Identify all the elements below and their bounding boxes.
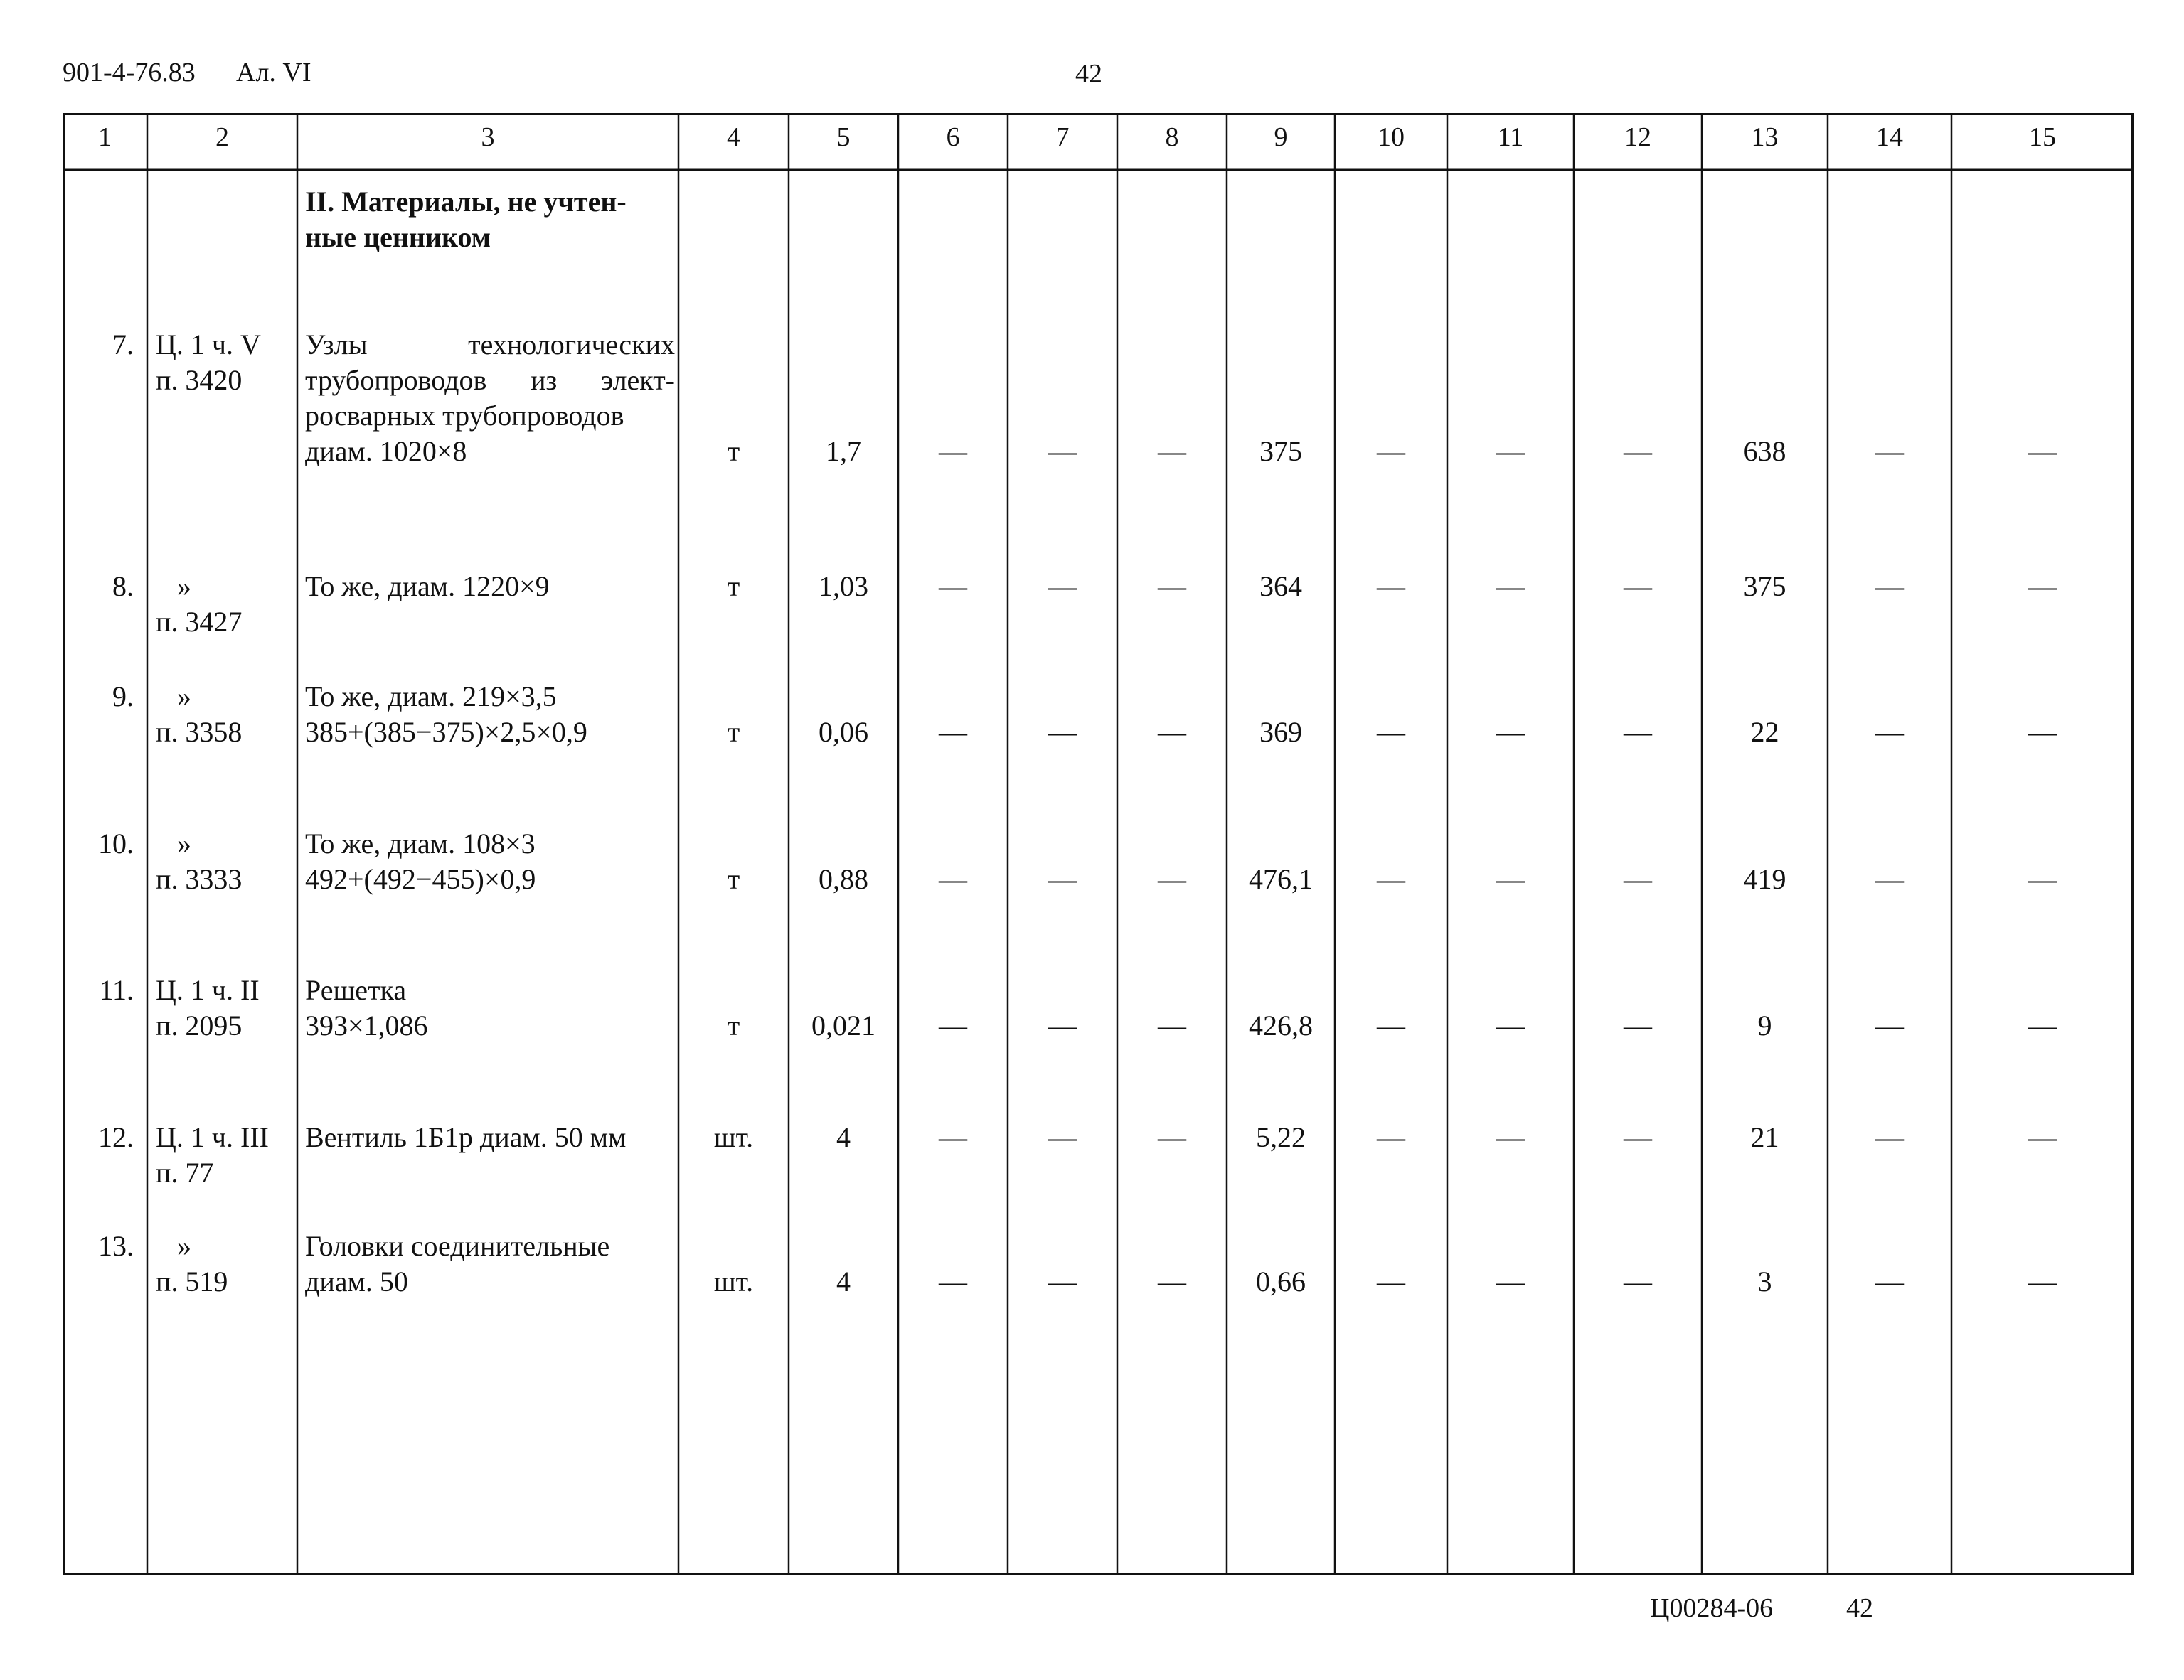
- col6-cell: —: [939, 863, 967, 895]
- item-description: трубопроводов из элект-: [305, 364, 675, 396]
- col8-cell: —: [1158, 716, 1186, 748]
- unit-price-cell: 364: [1259, 570, 1302, 602]
- col15-cell: —: [2028, 1266, 2057, 1298]
- price-reference: »: [177, 680, 191, 712]
- col6-cell: —: [939, 1010, 967, 1042]
- item-description: Вентиль 1Б1р диам. 50 мм: [305, 1121, 627, 1153]
- price-reference: »: [177, 828, 191, 860]
- unit-price-cell: 375: [1259, 435, 1302, 467]
- col14-cell: —: [1875, 1266, 1904, 1298]
- unit-cell: т: [727, 570, 740, 602]
- col6-cell: —: [939, 1121, 967, 1153]
- unit-cell: т: [727, 1010, 740, 1042]
- row-number: 11.: [99, 974, 134, 1006]
- row-number: 13.: [98, 1230, 134, 1262]
- col10-cell: —: [1377, 1010, 1405, 1042]
- total-cost-cell: 21: [1750, 1121, 1779, 1153]
- column-header: 2: [215, 122, 229, 152]
- col15-cell: —: [2028, 716, 2057, 748]
- total-cost-cell: 9: [1757, 1010, 1772, 1042]
- price-reference: п. 3358: [156, 716, 243, 748]
- price-reference: п. 3427: [156, 606, 243, 638]
- page-number-top: 42: [1075, 59, 1102, 89]
- quantity-cell: 4: [836, 1266, 851, 1298]
- column-header: 9: [1274, 122, 1288, 152]
- col7-cell: —: [1048, 1266, 1077, 1298]
- unit-price-cell: 5,22: [1256, 1121, 1306, 1153]
- price-reference: »: [177, 1230, 191, 1262]
- col14-cell: —: [1875, 716, 1904, 748]
- column-header: 13: [1751, 122, 1779, 152]
- price-reference: п. 3333: [156, 863, 243, 895]
- col7-cell: —: [1048, 570, 1077, 602]
- total-cost-cell: 22: [1750, 716, 1779, 748]
- item-description: Узлы технологических: [305, 328, 675, 360]
- col8-cell: —: [1158, 1121, 1186, 1153]
- unit-price-cell: 369: [1259, 716, 1302, 748]
- section-title-line1: II. Материалы, не учтен-: [305, 186, 627, 218]
- col8-cell: —: [1158, 1266, 1186, 1298]
- row-number: 7.: [112, 328, 134, 360]
- col7-cell: —: [1048, 1010, 1077, 1042]
- col14-cell: —: [1875, 863, 1904, 895]
- col11-cell: —: [1496, 716, 1525, 748]
- unit-cell: т: [727, 435, 740, 467]
- price-reference: п. 3420: [156, 364, 243, 396]
- price-reference: п. 77: [156, 1157, 214, 1189]
- item-description: 385+(385−375)×2,5×0,9: [305, 716, 587, 748]
- col14-cell: —: [1875, 435, 1904, 467]
- col8-cell: —: [1158, 1010, 1186, 1042]
- col11-cell: —: [1496, 863, 1525, 895]
- item-description: То же, диам. 1220×9: [305, 570, 550, 602]
- section-title-line2: ные ценником: [305, 221, 491, 253]
- col7-cell: —: [1048, 435, 1077, 467]
- sheet-label: Ал. VI: [236, 58, 311, 87]
- col8-cell: —: [1158, 435, 1186, 467]
- col10-cell: —: [1377, 435, 1405, 467]
- col14-cell: —: [1875, 570, 1904, 602]
- col11-cell: —: [1496, 435, 1525, 467]
- column-header: 11: [1497, 122, 1524, 152]
- col12-cell: —: [1624, 1266, 1652, 1298]
- column-header: 12: [1624, 122, 1651, 152]
- col11-cell: —: [1496, 1010, 1525, 1042]
- quantity-cell: 0,021: [811, 1010, 875, 1042]
- col11-cell: —: [1496, 1266, 1525, 1298]
- col7-cell: —: [1048, 716, 1077, 748]
- col10-cell: —: [1377, 570, 1405, 602]
- row-number: 9.: [112, 680, 134, 712]
- total-cost-cell: 3: [1757, 1266, 1772, 1298]
- col15-cell: —: [2028, 863, 2057, 895]
- col15-cell: —: [2028, 570, 2057, 602]
- col12-cell: —: [1624, 435, 1652, 467]
- quantity-cell: 1,7: [826, 435, 861, 467]
- estimate-table: [63, 113, 2134, 1575]
- total-cost-cell: 419: [1743, 863, 1786, 895]
- col7-cell: —: [1048, 1121, 1077, 1153]
- document-code: 901-4-76.83: [63, 58, 196, 87]
- quantity-cell: 0,06: [819, 716, 868, 748]
- column-header: 3: [481, 122, 495, 152]
- col8-cell: —: [1158, 863, 1186, 895]
- col14-cell: —: [1875, 1121, 1904, 1153]
- col6-cell: —: [939, 716, 967, 748]
- item-description: росварных трубопроводов: [305, 400, 624, 432]
- row-number: 8.: [112, 570, 134, 602]
- item-description: диам. 50: [305, 1266, 408, 1298]
- col6-cell: —: [939, 570, 967, 602]
- unit-price-cell: 0,66: [1256, 1266, 1306, 1298]
- item-description: То же, диам. 108×3: [305, 828, 536, 860]
- item-description: диам. 1020×8: [305, 435, 467, 467]
- column-header: 4: [727, 122, 740, 152]
- total-cost-cell: 375: [1743, 570, 1786, 602]
- col12-cell: —: [1624, 863, 1652, 895]
- col11-cell: —: [1496, 1121, 1525, 1153]
- unit-cell: т: [727, 863, 740, 895]
- quantity-cell: 1,03: [819, 570, 868, 602]
- quantity-cell: 4: [836, 1121, 851, 1153]
- price-reference: »: [177, 570, 191, 602]
- col15-cell: —: [2028, 1121, 2057, 1153]
- col10-cell: —: [1377, 1121, 1405, 1153]
- unit-price-cell: 476,1: [1249, 863, 1313, 895]
- item-description: Головки соединительные: [305, 1230, 610, 1262]
- footer-code: Ц00284-06: [1650, 1593, 1774, 1623]
- col15-cell: —: [2028, 435, 2057, 467]
- col6-cell: —: [939, 435, 967, 467]
- unit-cell: т: [727, 716, 740, 748]
- col12-cell: —: [1624, 1121, 1652, 1153]
- col6-cell: —: [939, 1266, 967, 1298]
- column-header: 15: [2029, 122, 2056, 152]
- item-description: 393×1,086: [305, 1010, 428, 1042]
- price-reference: Ц. 1 ч. II: [156, 974, 260, 1006]
- column-header: 10: [1378, 122, 1405, 152]
- column-header: 14: [1876, 122, 1903, 152]
- footer-page-number: 42: [1846, 1593, 1873, 1623]
- column-header: 6: [946, 122, 960, 152]
- column-header: 5: [836, 122, 851, 152]
- col12-cell: —: [1624, 570, 1652, 602]
- col14-cell: —: [1875, 1010, 1904, 1042]
- col11-cell: —: [1496, 570, 1525, 602]
- col10-cell: —: [1377, 1266, 1405, 1298]
- col7-cell: —: [1048, 863, 1077, 895]
- row-number: 12.: [98, 1121, 134, 1153]
- item-description: Решетка: [305, 974, 407, 1006]
- column-header: 8: [1165, 122, 1179, 152]
- total-cost-cell: 638: [1743, 435, 1786, 467]
- price-reference: Ц. 1 ч. V: [156, 328, 261, 360]
- item-description: То же, диам. 219×3,5: [305, 680, 557, 712]
- price-reference: Ц. 1 ч. III: [156, 1121, 269, 1153]
- price-reference: п. 2095: [156, 1010, 243, 1042]
- unit-price-cell: 426,8: [1249, 1010, 1313, 1042]
- col12-cell: —: [1624, 716, 1652, 748]
- col8-cell: —: [1158, 570, 1186, 602]
- unit-cell: шт.: [713, 1266, 754, 1298]
- row-number: 10.: [98, 828, 134, 860]
- col15-cell: —: [2028, 1010, 2057, 1042]
- col10-cell: —: [1377, 716, 1405, 748]
- col10-cell: —: [1377, 863, 1405, 895]
- price-reference: п. 519: [156, 1266, 228, 1298]
- column-header: 1: [98, 122, 112, 152]
- unit-cell: шт.: [713, 1121, 754, 1153]
- column-header: 7: [1055, 122, 1070, 152]
- item-description: 492+(492−455)×0,9: [305, 863, 536, 895]
- quantity-cell: 0,88: [819, 863, 868, 895]
- col12-cell: —: [1624, 1010, 1652, 1042]
